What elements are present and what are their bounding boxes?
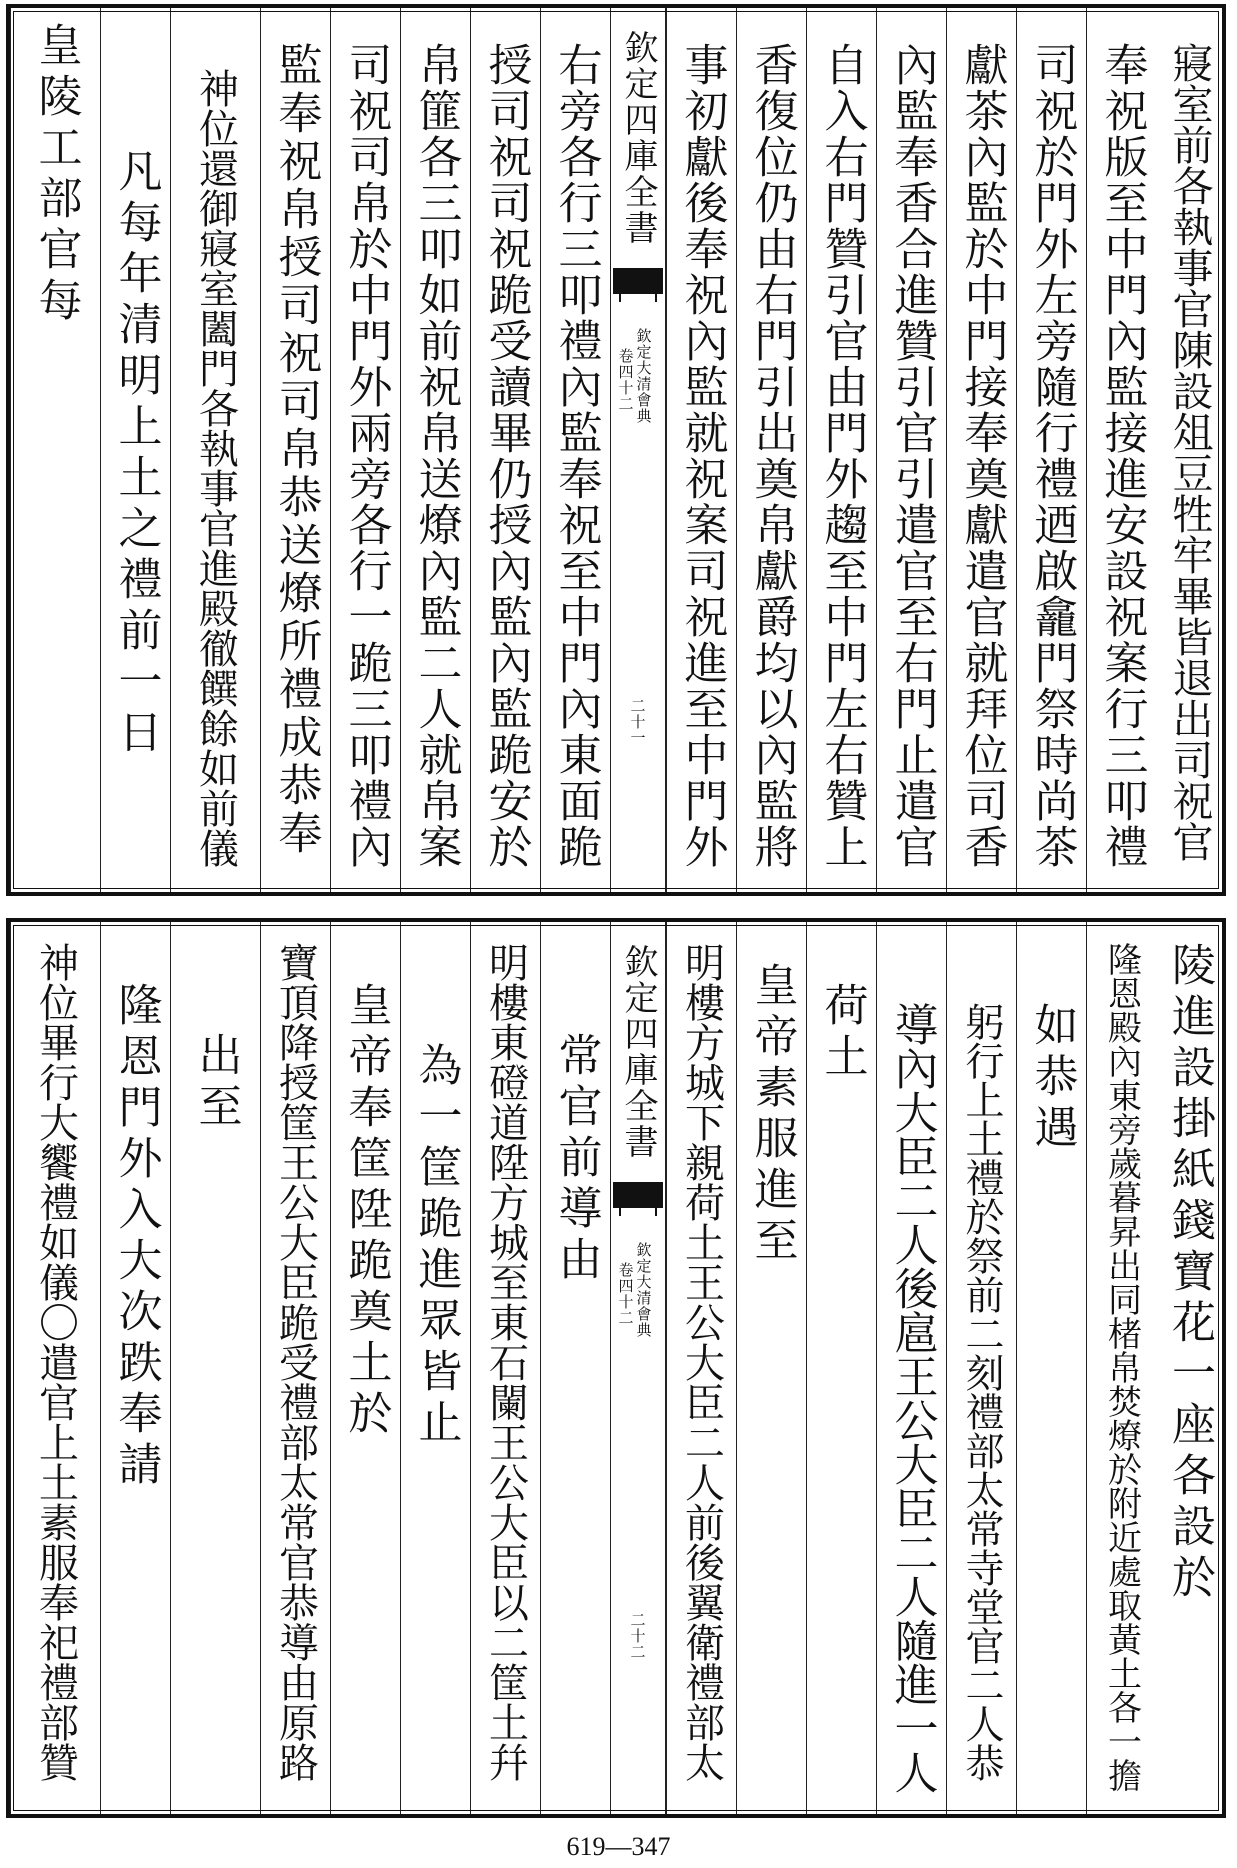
text-column [260,922,330,1814]
book-title: 欽定四庫全書 [618,944,658,1160]
column-text: 皇帝奉筐陞跪奠土於 [340,982,392,1441]
column-text: 司祝於門外左旁隨行禮迺啟龕門祭時尚茶 [1026,42,1078,870]
column-text: 獻茶內監於中門接奉奠獻遣官就拜位司香 [956,42,1008,870]
column-text: 凡每年清明上土之禮前一日 [110,148,162,760]
column-text: 內監奉香合進贊引官引遣官至右門止遣官 [886,42,938,870]
column-text: 躬行上土禮於祭前二刻禮部太常寺堂官二人恭 [959,1002,1004,1782]
text-column [100,922,170,1814]
column-text: 明樓東磴道陞方城至東石闌王公大臣以二筐土幷 [482,942,529,1782]
text-column [470,922,540,1814]
text-column [736,8,806,892]
text-column [400,922,470,1814]
text-column [666,8,736,892]
sub-title: 欽定大清會典 [634,328,653,424]
text-column [736,922,806,1814]
text-column [1156,922,1222,1814]
text-column [540,922,610,1814]
center-block [610,922,666,1814]
text-column [1156,8,1222,892]
text-column [100,8,170,892]
column-text: 出至 [190,1032,242,1134]
text-column [876,8,946,892]
fish-tail-mark [613,268,663,294]
folio-number: 二十二 [628,1612,647,1660]
column-text: 導內大臣二人後扈王公大臣二人隨進一人 [886,1002,938,1794]
column-text: 奉祝版至中門內監接進安設祝案行三叩禮 [1096,42,1148,870]
page-number: 619—347 [566,1832,671,1861]
book-title: 欽定四庫全書 [618,30,658,246]
column-text: 為一筐跪進眾皆止 [410,1042,462,1450]
text-column [1016,8,1086,892]
column-text: 隆恩門外入大次跌奉請 [110,982,162,1492]
top-leaf [6,4,1226,896]
column-text: 皇陵工部官每 [30,22,82,328]
text-column [10,8,100,892]
text-column [260,8,330,892]
column-text: 事初獻後奉祝內監就祝案司祝進至中門外 [676,42,728,870]
bottom-leaf [6,918,1226,1818]
text-column [1086,922,1156,1814]
column-text: 自入右門贊引官由門外趨至中門左右贊上 [816,42,868,870]
text-column [400,8,470,892]
text-column [946,922,1016,1814]
text-column [666,922,736,1814]
text-column [806,8,876,892]
column-text: 常官前導由 [550,1032,602,1287]
text-column [540,8,610,892]
column-text: 寶頂降授筐王公大臣跪受禮部太常官恭導由原路 [272,942,319,1782]
text-column [1086,8,1156,892]
column-text: 神位還御寢室闔門各執事官進殿徹饌餘如前儀 [192,68,239,868]
text-column [876,922,946,1814]
column-text: 荷土 [816,982,868,1084]
column-text: 司祝司帛於中門外兩旁各行一跪三叩禮內 [340,42,392,870]
text-column [10,922,100,1814]
column-text: 授司祝司祝跪受讀畢仍授內監內監跪安於 [480,42,532,870]
text-column [170,8,260,892]
text-column [330,8,400,892]
center-block [610,8,666,892]
column-text: 陵進設掛紙錢寶花一座各設於 [1164,942,1215,1605]
fish-tail-mark [613,1182,663,1208]
text-column [470,8,540,892]
text-column [330,922,400,1814]
text-column [1016,922,1086,1814]
column-text: 帛篚各三叩如前祝帛送燎內監二人就帛案 [410,42,462,870]
column-text: 隆恩殿內東旁歲暮昇出同楮帛焚燎於附近處取黃土各一擔 [1101,942,1142,1792]
text-column [946,8,1016,892]
column-text: 香復位仍由右門引出奠帛獻爵均以內監將 [746,42,798,870]
juan-label: 卷四十二 [616,348,635,412]
column-text: 監奉祝帛授司祝司帛恭送燎所禮成恭奉 [270,42,322,858]
folio-number: 二十一 [628,698,647,746]
juan-label: 卷四十二 [616,1262,635,1326]
column-text: 明樓方城下親荷土王公大臣二人前後翼衛禮部太 [678,942,725,1782]
text-column [806,922,876,1814]
column-text: 神位畢行大饗禮如儀〇遣官上土素服奉祀禮部贊 [32,942,79,1782]
column-text: 寢室前各執事官陳設俎豆牲牢畢皆退出司祝官 [1165,42,1214,862]
column-text: 右旁各行三叩禮內監奉祝至中門內東面跪 [550,42,602,870]
column-text: 皇帝素服進至 [746,962,798,1268]
sub-title: 欽定大清會典 [634,1242,653,1338]
column-text: 如恭遇 [1026,1002,1078,1155]
text-column [170,922,260,1814]
